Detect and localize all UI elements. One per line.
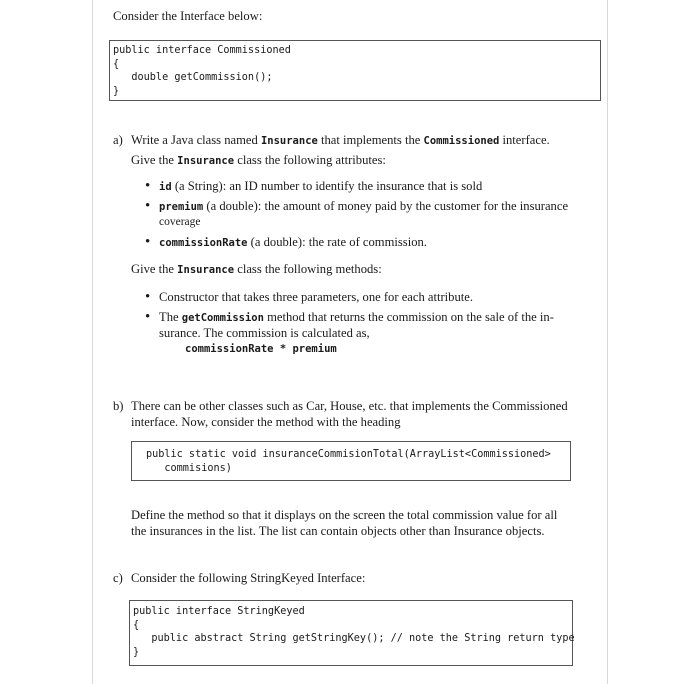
attribute-desc: (a String): an ID number to identify the insurance that is sold <box>174 179 483 193</box>
formula: commissionRate * premium <box>185 343 337 355</box>
text: interface. <box>502 133 550 147</box>
attribute-name: commissionRate <box>159 237 248 249</box>
method-name: getCommission <box>181 312 264 324</box>
text: that implements the <box>321 133 421 147</box>
code-line: public interface StringKeyed <box>133 606 305 617</box>
interface-name: Commissioned <box>423 135 500 147</box>
text: class the following attributes: <box>237 153 386 167</box>
code-line: public abstract String getStringKey(); // note the String return type <box>133 633 575 644</box>
attribute-desc: (a double): the rate of commission. <box>250 235 427 249</box>
code-line: double getCommission(); <box>113 72 273 83</box>
interface-code-box <box>109 40 601 101</box>
code-line: commisions) <box>146 462 232 474</box>
code-line: { <box>113 58 120 70</box>
code-line: public static void insuranceCommisionTotal(ArrayList<Commissioned> <box>146 449 551 460</box>
code-line: public interface Commissioned <box>113 45 291 56</box>
code-line: } <box>133 646 140 658</box>
bullet-icon: • <box>145 289 151 305</box>
part-b-label: b) <box>113 399 124 413</box>
part-b-line1: There can be other classes such as Car, House, etc. that implements the Commissioned <box>131 399 568 413</box>
attribute-name: premium <box>159 201 204 213</box>
bullet-icon: • <box>145 234 151 250</box>
attribute-name: id <box>159 181 172 193</box>
code-line: { <box>133 619 140 631</box>
intro-text: Consider the Interface below: <box>113 9 263 23</box>
attribute-item <box>159 234 427 251</box>
methods-intro <box>131 261 382 278</box>
stringkeyed-code-box <box>129 600 573 666</box>
part-a-label: a) <box>113 133 123 147</box>
attribute-item <box>159 178 482 195</box>
part-b-desc2: the insurances in the list. The list can contain objects other than Insurance objects. <box>131 524 545 538</box>
attribute-desc: (a double): the amount of money paid by the customer for the insurance <box>206 199 569 213</box>
method-item: Constructor that takes three parameters, one for each attribute. <box>159 290 474 304</box>
text: Write a Java class named <box>131 133 258 147</box>
class-name: Insurance <box>260 135 318 147</box>
method-item <box>159 309 554 326</box>
part-a-line1 <box>131 132 550 149</box>
code-line: } <box>113 85 120 97</box>
bullet-icon: • <box>145 198 151 214</box>
attribute-item <box>159 198 568 215</box>
text: Give the <box>131 153 175 167</box>
part-a-line2 <box>131 152 386 169</box>
text: class the following methods: <box>237 262 382 276</box>
bullet-icon: • <box>145 309 151 325</box>
method-item-cont: surance. The commission is calculated as, <box>159 326 370 340</box>
attribute-desc-cont: coverage <box>159 216 201 228</box>
class-name: Insurance <box>177 264 235 276</box>
part-c-label: c) <box>113 571 123 585</box>
text: method that returns the commission on the sale of the in- <box>267 310 554 324</box>
part-b-desc1: Define the method so that it displays on the screen the total commission value for all <box>131 508 558 522</box>
part-c-line1: Consider the following StringKeyed Interface: <box>131 571 366 585</box>
text: Give the <box>131 262 175 276</box>
method-heading-code-box <box>131 441 571 481</box>
class-name: Insurance <box>177 155 235 167</box>
part-b-line2: interface. Now, consider the method with the heading <box>131 415 401 429</box>
text: The <box>159 310 179 324</box>
bullet-icon: • <box>145 178 151 194</box>
document-page <box>92 0 608 684</box>
